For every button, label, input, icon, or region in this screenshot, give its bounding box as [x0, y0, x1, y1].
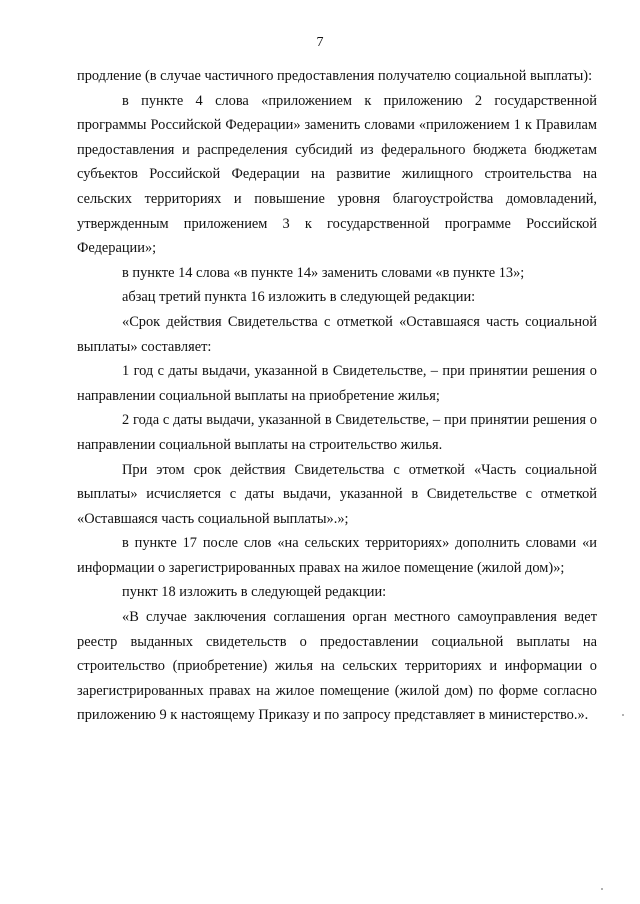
paragraph: «Срок действия Свидетельства с отметкой «Оставшаяся часть социальной выплаты» составляет:: [77, 313, 597, 355]
paragraph: в пункте 17 после слов «на сельских территориях» дополнить словами «и информации о зарегистрированных правах на жилое помещение (жилой дом)»;: [77, 535, 597, 576]
paragraph: пункт 18 изложить в следующей редакции:: [122, 584, 387, 601]
paragraph: абзац третий пункта 16 изложить в следующей редакции:: [122, 289, 476, 306]
paragraph: 1 год с даты выдачи, указанной в Свидетельстве, – при принятии решения о направлении социальной выплаты на приобретение жилья;: [77, 363, 597, 404]
page-number: 7: [316, 35, 324, 50]
paragraph: 2 года с даты выдачи, указанной в Свидетельстве, – при принятии решения о направлении социальной выплаты на строительство жилья.: [77, 412, 597, 453]
paragraph: При этом срок действия Свидетельства с отметкой «Часть социальной выплаты» исчисляется с даты выдачи, указанной в Свидетельстве с отметкой «Оставшаяся часть социальной выплаты».»;: [77, 461, 597, 527]
scan-speck: [622, 714, 624, 716]
document-body: [77, 64, 597, 728]
paragraph: продление (в случае частичного предоставления получателю социальной выплаты):: [77, 68, 593, 84]
scan-speck: [601, 888, 603, 890]
paragraph: в пункте 14 слова «в пункте 14» заменить словами «в пункте 13»;: [122, 264, 525, 281]
paragraph: в пункте 4 слова «приложением к приложению 2 государственной программы Российской Федерации» заменить словами «приложением 1 к Правилам предоставления и распределения субсидий из федерального бюджета бюджетам субъектов Российской Федерации на развитие жилищного строительства на сельских территориях и повышение уровня благоустройства домовладений, утвержденным приложением 3 к государственной программе Российской Федерации»;: [77, 92, 597, 257]
paragraph: «В случае заключения соглашения орган местного самоуправления ведет реестр выданных свидетельств о предоставлении социальной выплаты на строительство (приобретение) жилья на сельских территориях и информации о зарегистрированных правах на жилое помещение (жилой дом) по форме согласно приложению 9 к настоящему Приказу и по запросу представляет в министерство.».: [77, 609, 597, 724]
